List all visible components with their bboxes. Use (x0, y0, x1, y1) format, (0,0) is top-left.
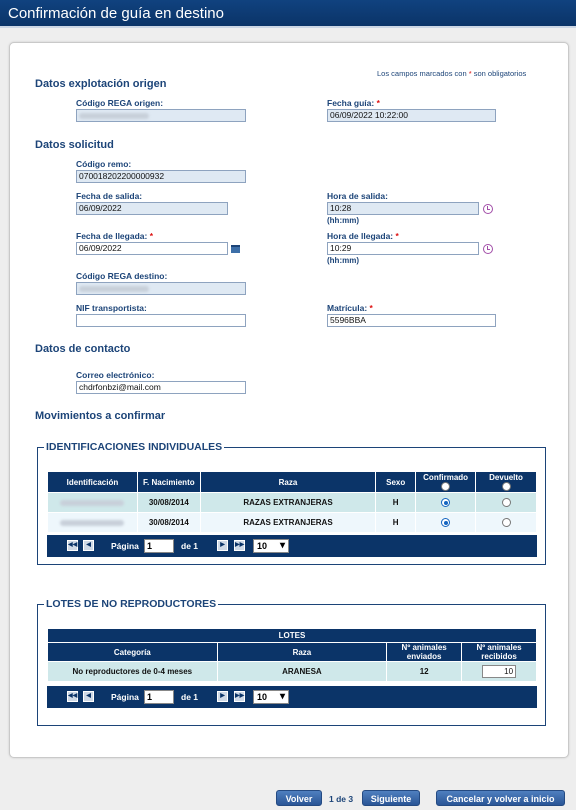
page-label: Página (111, 541, 139, 551)
fecha-llegada-label-text: Fecha de llegada: (76, 231, 148, 241)
identificacion-cell (48, 513, 138, 533)
required-star: * (468, 69, 472, 78)
recibidos-cell (462, 662, 537, 682)
title-bar (0, 0, 576, 28)
prev-page-icon[interactable]: ◀ (83, 691, 94, 702)
form-panel (9, 42, 569, 758)
rega-origen-label: Código REGA origen: (76, 98, 164, 108)
next-page-icon[interactable]: ▶ (217, 540, 228, 551)
rega-destino-label: Código REGA destino: (76, 271, 168, 281)
col-categoria[interactable]: Categoría (48, 643, 218, 662)
fecha-guia-field: 06/09/2022 10:22:00 (327, 109, 496, 122)
matricula-label-text: Matrícula: (327, 303, 368, 313)
first-page-icon[interactable]: ◀◀ (67, 691, 78, 702)
fecha-salida-field: 06/09/2022 (76, 202, 228, 215)
page-count: de 1 (181, 541, 199, 551)
fecha-guia-label (327, 98, 380, 108)
redacted-value (60, 500, 124, 506)
col-nacimiento[interactable]: F. Nacimiento (137, 472, 200, 493)
lotes-table (47, 628, 537, 682)
identificacion-cell (48, 493, 138, 513)
required-star: * (376, 98, 380, 108)
email-label: Correo electrónico: (76, 370, 155, 380)
clock-icon[interactable] (483, 244, 493, 254)
nif-label: NIF transportista: (76, 303, 147, 313)
email-input[interactable]: chdrfonbzi@mail.com (76, 381, 246, 394)
nacimiento-cell: 30/08/2014 (137, 513, 200, 533)
prev-page-icon[interactable]: ◀ (83, 540, 94, 551)
fecha-salida-label: Fecha de salida: (76, 191, 143, 201)
hora-salida-label: Hora de salida: (327, 191, 388, 201)
next-page-icon[interactable]: ▶ (217, 691, 228, 702)
lotes-pager (47, 686, 537, 708)
redacted-value (79, 286, 149, 292)
fecha-guia-label-text: Fecha guía: (327, 98, 375, 108)
required-note-text: Los campos marcados con (377, 69, 469, 78)
movimientos-heading: Movimientos a confirmar (35, 410, 166, 422)
enviados-cell: 12 (387, 662, 462, 682)
sexo-cell: H (376, 513, 416, 533)
page-count: de 1 (181, 692, 199, 702)
col-confirmado-label: Confirmado (423, 472, 469, 482)
col-raza[interactable]: Raza (217, 643, 387, 662)
lotes-legend: LOTES DE NO REPRODUCTORES (46, 598, 217, 610)
confirmado-radio[interactable] (441, 498, 450, 507)
confirmado-cell (416, 493, 476, 513)
confirmado-radio[interactable] (441, 518, 450, 527)
individuales-table (47, 471, 537, 533)
page-title: Confirmación de guía en destino (8, 5, 224, 22)
matricula-input[interactable]: 5596BBA (327, 314, 496, 327)
section-origen-heading: Datos explotación origen (35, 78, 167, 90)
clock-icon[interactable] (483, 204, 493, 214)
cancel-button[interactable]: Cancelar y volver a inicio (436, 790, 565, 806)
col-devuelto-label: Devuelto (489, 472, 523, 482)
table-row (48, 493, 537, 513)
devuelto-cell (476, 493, 537, 513)
col-sexo[interactable]: Sexo (376, 472, 416, 493)
recibidos-input[interactable]: 10 (482, 665, 516, 678)
table-row (48, 662, 537, 682)
lotes-caption: LOTES (48, 629, 537, 643)
col-enviados[interactable]: Nº animales enviados (387, 643, 462, 662)
devuelto-cell (476, 513, 537, 533)
page-label: Página (111, 692, 139, 702)
last-page-icon[interactable]: ▶▶ (234, 540, 245, 551)
page-input[interactable]: 1 (144, 690, 174, 704)
codigo-remo-field: 070018202200000932 (76, 170, 246, 183)
rega-destino-field (76, 282, 246, 295)
table-row (48, 513, 537, 533)
categoria-cell: No reproductores de 0-4 meses (48, 662, 218, 682)
individuales-pager (47, 535, 537, 557)
lotes-table-wrap (47, 628, 537, 682)
codigo-remo-label: Código remo: (76, 159, 132, 169)
page-size-select[interactable]: 10 ▾ (253, 690, 289, 704)
last-page-icon[interactable]: ▶▶ (234, 691, 245, 702)
required-star: * (395, 231, 399, 241)
col-raza[interactable]: Raza (200, 472, 375, 493)
required-note (377, 69, 526, 78)
required-note-text-end: son obligatorios (471, 69, 527, 78)
required-star: * (149, 231, 154, 241)
individuales-table-wrap (47, 471, 537, 533)
nacimiento-cell: 30/08/2014 (137, 493, 200, 513)
hora-llegada-hint: (hh:mm) (327, 256, 359, 265)
first-page-icon[interactable]: ◀◀ (67, 540, 78, 551)
devuelto-radio[interactable] (502, 518, 511, 527)
nif-input[interactable] (76, 314, 246, 327)
hora-salida-hint: (hh:mm) (327, 216, 359, 225)
col-identificacion[interactable]: Identificación (48, 472, 138, 493)
fecha-llegada-input[interactable]: 06/09/2022 (76, 242, 228, 255)
redacted-value (79, 113, 149, 119)
hora-llegada-label (327, 231, 399, 241)
confirmado-all-radio[interactable] (441, 482, 450, 491)
matricula-label (327, 303, 373, 313)
page-input[interactable]: 1 (144, 539, 174, 553)
confirmado-cell (416, 513, 476, 533)
next-button[interactable]: Siguiente (362, 790, 420, 806)
raza-cell: RAZAS EXTRANJERAS (200, 493, 375, 513)
back-button[interactable]: Volver (276, 790, 322, 806)
hora-salida-field: 10:28 (327, 202, 479, 215)
sexo-cell: H (376, 493, 416, 513)
calendar-icon[interactable] (231, 245, 240, 253)
hora-llegada-input[interactable]: 10:29 (327, 242, 479, 255)
col-devuelto[interactable] (476, 472, 537, 493)
section-contacto-heading: Datos de contacto (35, 343, 131, 355)
individuales-legend: IDENTIFICACIONES INDIVIDUALES (46, 441, 223, 453)
page-size-select[interactable]: 10 ▾ (253, 539, 289, 553)
rega-origen-field (76, 109, 246, 122)
hora-llegada-label-text: Hora de llegada: (327, 231, 394, 241)
col-confirmado[interactable] (416, 472, 476, 493)
raza-cell: RAZAS EXTRANJERAS (200, 513, 375, 533)
fecha-llegada-label (76, 231, 153, 241)
col-recibidos[interactable]: Nº animales recibidos (462, 643, 537, 662)
section-solicitud-heading: Datos solicitud (35, 139, 114, 151)
step-indicator: 1 de 3 (329, 794, 354, 804)
redacted-value (60, 520, 124, 526)
devuelto-radio[interactable] (502, 498, 511, 507)
devuelto-all-radio[interactable] (502, 482, 511, 491)
required-star: * (369, 303, 373, 313)
raza-cell: ARANESA (217, 662, 387, 682)
